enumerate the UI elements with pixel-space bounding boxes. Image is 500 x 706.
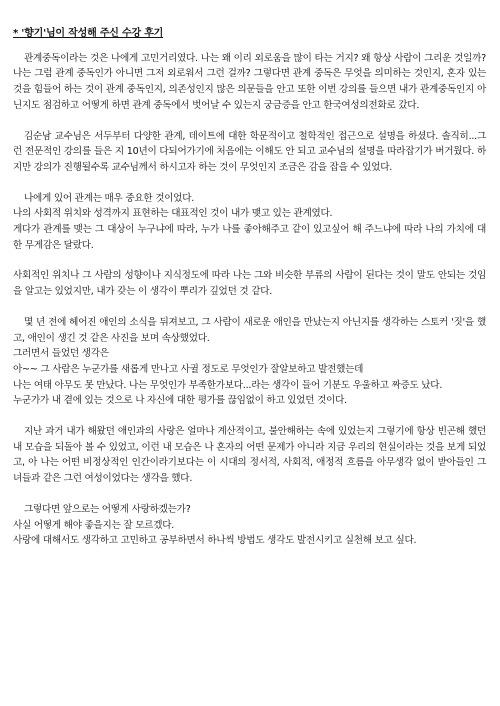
paragraph-12: 지난 과거 내가 해왔던 애인과의 사랑은 얼마나 계산적이고, 불안해하는 속에 있었는지 그렇기에 항상 빈곤해 했던 내 모습을 되돌아 볼 수 있었고, 이런 내 모습은 나 혼자의 어떤 문제가 아니라 지금 우리의 현실이라는 것을 보게 되었고, 아 나는 어떤 비정상적인 인간이라기보다는 이 시대의 정서적, 사회적, 애정적 흐름을 아무생각 없이 받아들인 그녀들과 같은 그런 여성이었다는 생각을 했다. (13, 426, 486, 485)
paragraph-4: 나의 사회적 위치와 성격까지 표현하는 대표적인 것이 내가 맺고 있는 관계였다. (13, 208, 333, 220)
paragraph-gap (13, 114, 486, 129)
paragraph-5: 게다가 관계를 맺는 그 대상이 누구냐에 따라, 누가 나를 좋아해주고 같이 있고싶어 해 주느냐에 따라 나의 가치에 대한 무게감은 달랐다. (13, 224, 486, 251)
paragraph-gap (13, 487, 486, 502)
paragraph-gap (13, 253, 486, 268)
paragraph-7: 몇 년 전에 헤어진 애인의 소식을 뒤져보고, 그 사람이 새로운 애인을 만났는지 아닌지를 생각하는 스토커 '짓'을 했고, 애인이 생긴 것 같은 사진을 보며 속상했었다. (13, 316, 486, 344)
paragraph-11: 누군가가 내 곁에 있는 것으로 나 자신에 대한 평가를 끊임없이 하고 있었던 것이다. (13, 395, 347, 407)
paragraph-2: 김순남 교수님은 서두부터 다양한 관계, 데이트에 대한 학문적이고 철학적인 접근으로 설명을 하셨다. 솔직히...그런 전문적인 강의를 들은 지 10년이 다되어가기에 처음에는 이해도 안 되고 교수님의 설명을 따라잡기가 버거웠다. 하지만 강의가 진행될수록 교수님께서 하시고자 하는 것이 무엇인지 조금은 감을 잡을 수 있었다. (13, 130, 486, 173)
paragraph-10: 나는 여태 아무도 못 만났다. 나는 무엇인가 부족한가보다...라는 생각이 들어 기분도 우울하고 짜증도 났다. (13, 379, 443, 391)
paragraph-6: 사회적인 위치나 그 사람의 성향이나 지식정도에 따라 나는 그와 비슷한 부류의 사람이 된다는 것이 말도 안되는 것임을 알고는 있었지만, 내가 갖는 이 생각이 뿌리가 깊었던 것 같다. (13, 270, 486, 298)
paragraph-1: 관계중독이라는 것은 나에게 고민거리였다. 나는 왜 이리 외로움을 많이 타는 거지? 왜 항상 사람이 그리운 것일까? 나는 그럼 관계 중독인가 아니면 그저 외로워서 그런 걸까? 그렇다면 관계 중독은 무엇을 의미하는 것인지, 혼자 있는 것을 힘들어 하는 것이 관계 중독인지, 의존성인지 많은 의문들을 안고 또한 이번 강의를 들으면 내가 관계중독인지 아닌지도 점검하고 어떻게 하면 관계 중독에서 벗어날 수 있는지 궁금증을 안고 한국여성의전화로 갔다. (13, 52, 486, 111)
paragraph-9: 아~~ 그 사람은 누군가를 새롭게 만나고 사귈 정도로 무엇인가 잘알보하고 발전했는데 (13, 363, 364, 375)
page-title: * '향기'님이 작성해 주신 수강 후기 (13, 28, 164, 39)
paragraph-gap (13, 409, 486, 424)
paragraph-14: 사실 어떻게 해야 좋을지는 잘 모르겠다. (13, 519, 175, 531)
paragraph-13: 그렇다면 앞으로는 어떻게 사랑하겠는가? (24, 503, 191, 515)
paragraph-15: 사랑에 대해서도 생각하고 고민하고 공부하면서 하나씩 방법도 생각도 발전시키고 실천해 보고 싶다. (13, 535, 417, 547)
paragraph-8: 그러면서 들었던 생각은 (13, 348, 109, 360)
paragraph-3: 나에게 있어 관계는 매우 중요한 것이었다. (24, 192, 195, 204)
paragraph-gap (13, 300, 486, 315)
paragraph-gap (13, 176, 486, 191)
